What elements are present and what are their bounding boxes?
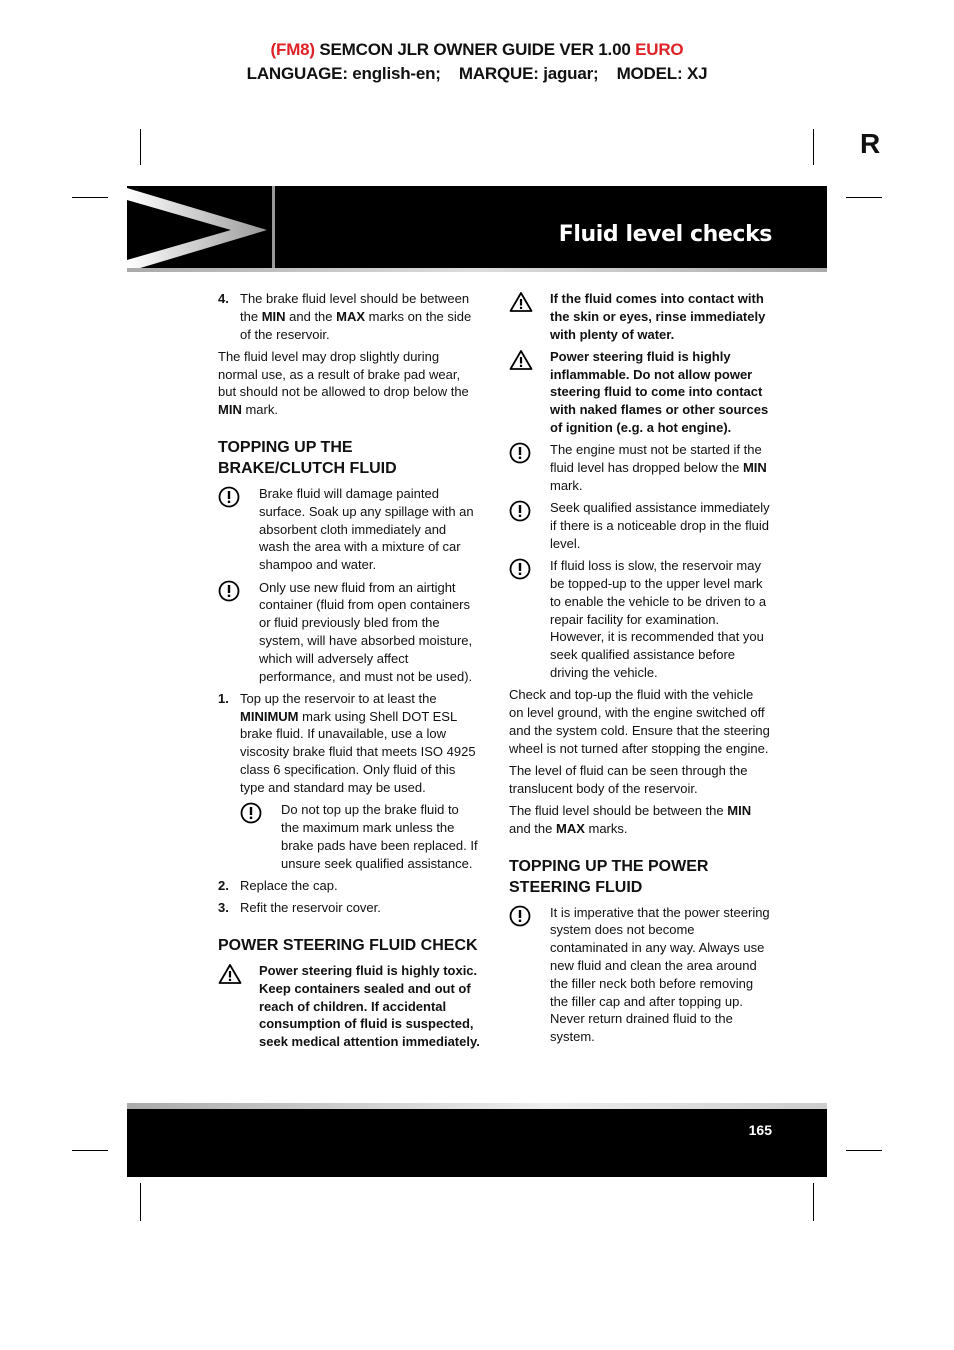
caution-icon — [509, 441, 550, 494]
note-text: Do not top up the brake fluid to the maximum mark unless the brake pads have been replaced. If unsure seek qualified assistance. — [281, 802, 478, 871]
page-number: 165 — [748, 1122, 772, 1138]
section-heading: TOPPING UP THE BRAKE/CLUTCH FLUID — [218, 439, 397, 478]
section-heading: TOPPING UP THE POWER STEERING FLUID — [509, 857, 709, 896]
crop-mark — [140, 129, 141, 165]
warning-icon — [218, 962, 259, 1051]
banner-divider — [272, 186, 275, 268]
header-title: SEMCON JLR OWNER GUIDE VER 1.00 — [314, 40, 636, 59]
banner-underline — [127, 268, 827, 272]
list-text: Replace the cap. — [240, 877, 338, 893]
warning-icon — [509, 348, 550, 437]
text: The fluid level should be between the — [509, 803, 728, 819]
crop-mark — [846, 197, 882, 198]
warning-icon — [509, 290, 550, 343]
warning-text: Power steering fluid is highly toxic. Keep containers sealed and out of reach of children. If accidental consumption of fluid is suspected, seek medical attention immediately. — [259, 962, 480, 1050]
caution-icon — [509, 499, 550, 552]
text-bold: MAX — [336, 308, 366, 324]
warning-note — [509, 348, 771, 437]
text-bold: MINIMUM — [240, 708, 299, 724]
note-text: Brake fluid will damage painted surface. Soak up any spillage with an absorbent cloth immediately and wash the area with a mixture of car shampoo and water. — [259, 486, 474, 573]
crop-mark — [140, 1183, 141, 1221]
caution-icon — [509, 557, 550, 682]
text: mark using Shell DOT ESL brake fluid. If unavailable, use a low viscosity brake fluid that meets ISO 4925 class 6 specification. Only fluid of this type and standard may be used. — [240, 708, 476, 795]
paragraph — [218, 348, 480, 419]
caution-note — [509, 499, 771, 552]
right-column — [509, 290, 771, 1050]
section-heading: POWER STEERING FLUID CHECK — [218, 936, 478, 954]
footer-topline — [127, 1103, 827, 1109]
caution-icon — [509, 904, 550, 1046]
caution-icon — [240, 801, 281, 872]
page-footer — [127, 1103, 827, 1177]
text: mark. — [241, 402, 278, 418]
warning-text: Power steering fluid is highly inflammable. Do not allow power steering fluid to come into contact with naked flames or other sources of ignition (e.g. a hot engine). — [550, 348, 769, 436]
list-item — [218, 877, 480, 895]
crop-mark — [72, 197, 108, 198]
text: marks on the side of the reservoir. — [240, 308, 472, 342]
text: The engine must not be started if the fluid level has dropped below the — [550, 442, 762, 476]
list-number: 1. — [218, 690, 229, 706]
warning-note — [509, 290, 771, 343]
text-bold: MIN — [742, 460, 767, 476]
text: mark. — [550, 477, 583, 493]
text: and the — [509, 820, 556, 836]
list-item — [218, 899, 480, 917]
text: The brake fluid level should be between the — [240, 291, 470, 324]
text: and the — [285, 308, 337, 324]
text: The fluid level may drop slightly during normal use, as a result of brake pad wear, but should not be allowed to drop below the — [218, 348, 469, 400]
warning-text: If the fluid comes into contact with the skin or eyes, rinse immediately with plenty of water. — [550, 291, 766, 342]
text-bold: MIN — [261, 308, 286, 324]
caution-note — [218, 579, 480, 686]
text: Top up the reservoir to at least the — [240, 690, 437, 706]
crop-mark — [846, 1150, 882, 1151]
crop-mark — [72, 1150, 108, 1151]
note-text: It is imperative that the power steering system does not become contaminated in any way. Always use new fluid and clean the area around the filler neck both before removing the filler cap and after topping up. Never return drained fluid to the system. — [550, 904, 770, 1045]
caution-icon — [218, 485, 259, 574]
note-text: If fluid loss is slow, the reservoir may be topped-up to the upper level mark to enable the vehicle to be driven to a repair facility for examination. However, it is recommended that you seek qualified assistance before driving the vehicle. — [550, 558, 767, 680]
caution-note — [509, 441, 771, 494]
header-prefix: (FM8) — [270, 40, 315, 59]
list-number: 4. — [218, 291, 229, 306]
text-bold: MAX — [556, 820, 585, 836]
paragraph: The level of fluid can be seen through the translucent body of the reservoir. — [509, 762, 748, 796]
warning-note — [218, 962, 480, 1051]
crop-mark — [813, 1183, 814, 1221]
caution-note — [240, 801, 480, 872]
text: marks. — [584, 820, 628, 836]
note-text: Seek qualified assistance immediately if there is a noticeable drop in the fluid level. — [550, 500, 770, 551]
paragraph: Check and top-up the fluid with the vehicle on level ground, with the engine switched off and the system cold. Ensure that the steering wheel is not turned after stopping the engine. — [509, 687, 770, 756]
chevron-graphic-icon — [127, 186, 272, 268]
text-bold: MIN — [218, 402, 242, 418]
document-header-line1 — [0, 40, 954, 60]
caution-note — [509, 904, 771, 1046]
note-text: Only use new fluid from an airtight container (fluid from open containers or fluid previously bled from the system, will have absorbed moisture, which will adversely affect performance, and must not be used). — [259, 579, 473, 684]
list-item — [218, 290, 480, 343]
list-text: Refit the reservoir cover. — [240, 900, 381, 916]
page-title: Fluid level checks — [558, 222, 772, 247]
caution-icon — [218, 579, 259, 686]
caution-note — [218, 485, 480, 574]
caution-note — [509, 557, 771, 682]
header-suffix: EURO — [635, 40, 684, 59]
crop-mark — [813, 129, 814, 165]
paragraph — [509, 802, 771, 838]
text-bold: MIN — [727, 803, 752, 819]
document-header-line2: LANGUAGE: english-en; MARQUE: jaguar; MODEL: XJ — [246, 64, 708, 83]
section-letter: R — [860, 128, 881, 159]
section-banner — [127, 186, 827, 272]
left-column — [218, 290, 480, 1055]
list-item — [218, 690, 480, 797]
list-number: 3. — [218, 900, 229, 916]
list-number: 2. — [218, 877, 229, 893]
